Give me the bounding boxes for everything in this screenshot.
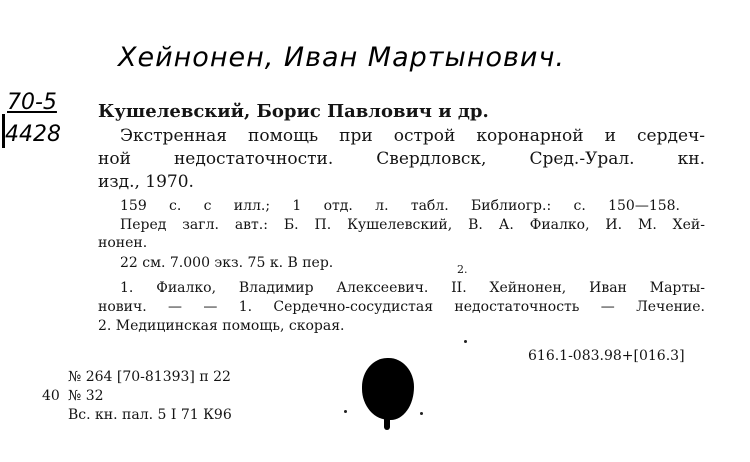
speck xyxy=(464,340,467,343)
handwritten-name: Хейнонен, Иван Мартынович. xyxy=(118,42,565,73)
register-line-2: № 32 xyxy=(68,388,104,404)
title-line-3: изд., 1970. xyxy=(98,172,194,192)
speck xyxy=(420,412,423,415)
call-number-bottom: 4428 xyxy=(5,122,61,147)
main-entry-heading: Кушелевский, Борис Павлович и др. xyxy=(98,101,489,122)
register-line-3: Вс. кн. пал. 5 I 71 К96 xyxy=(68,407,232,423)
tracing-line-1: 1. Фиалко, Владимир Алексеевич. II. Хейнонен, Иван Марты- xyxy=(120,280,705,296)
tracing-line-2: нович. — — 1. Сердечно-сосудистая недостаточность — Лечение. xyxy=(98,299,705,315)
call-number-top: 70-5 xyxy=(7,90,57,115)
title-line-2: ной недостаточности. Свердловск, Сред.-Урал. кн. xyxy=(98,149,705,169)
note-line-1: Перед загл. авт.: Б. П. Кушелевский, В. А. Фиалко, И. М. Хей- xyxy=(120,217,705,233)
format-line: 22 см. 7.000 экз. 75 к. В пер. xyxy=(120,255,334,271)
tracing-mark: 2. xyxy=(457,263,468,276)
title-line-1: Экстренная помощь при острой коронарной и сердеч- xyxy=(120,126,705,146)
note-line-2: нонен. xyxy=(98,235,148,251)
ink-blot xyxy=(362,358,414,420)
tracing-line-3: 2. Медицинская помощь, скорая. xyxy=(98,318,345,334)
register-prefix: 40 xyxy=(42,388,60,404)
collation-line: 159 с. с илл.; 1 отд. л. табл. Библиогр.: с. 150—158. xyxy=(120,198,680,214)
speck xyxy=(344,410,347,413)
register-line-1: № 264 [70-81393] п 22 xyxy=(68,369,231,385)
call-number-bracket xyxy=(2,114,5,148)
ink-blot-tail xyxy=(384,412,390,430)
classification-number: 616.1-083.98+[016.3] xyxy=(528,348,685,364)
